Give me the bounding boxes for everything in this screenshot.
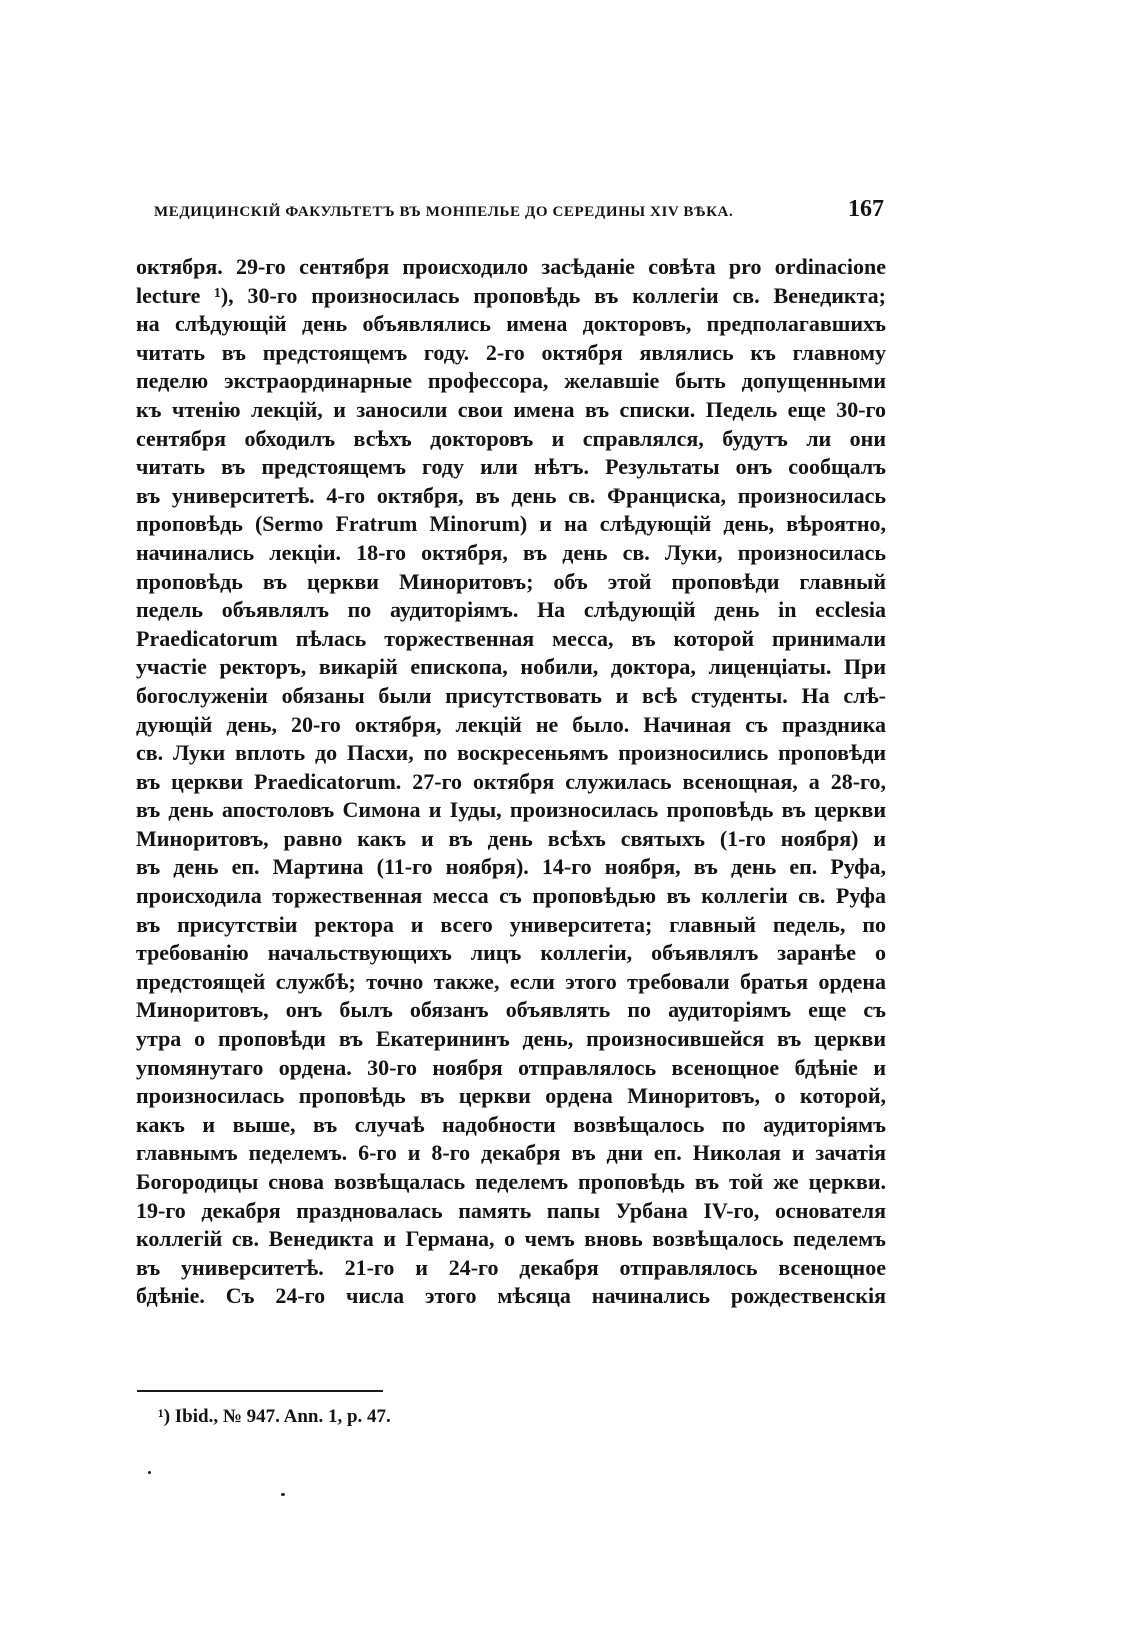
text-line: октября. 29-го сентября происходило засѣданіе совѣта pro ordinacione (136, 254, 886, 279)
text-line: произносилась проповѣдь въ церкви ордена Миноритовъ, о которой, (136, 1083, 886, 1109)
text-line: главнымъ педелемъ. 6-го и 8-го декабря въ дни еп. Николая и зачатія (136, 1140, 886, 1166)
text-line: Богородицы снова возвѣщалась педелемъ проповѣдь въ той же церкви. (136, 1169, 886, 1194)
text-line: въ присутствіи ректора и всего университета; главный педель, по (136, 911, 886, 937)
text-line: педель объявлялъ по аудиторіямъ. На слѣдующій день in ecclesia (136, 597, 886, 623)
text-line: происходила торжественная месса съ проповѣдью въ коллегіи св. Руфа (136, 883, 886, 909)
text-line: въ университетѣ. 4-го октября, въ день св. Франциска, произносилась (136, 482, 886, 508)
footnote: ¹) Ibid., № 947. Ann. 1, p. 47. (158, 1406, 391, 1427)
text-line: къ чтенію лекцій, и заносили свои имена въ списки. Педель еще 30-го (136, 396, 886, 422)
text-line: въ церкви Praedicatorum. 27-го октября служилась всенощная, а 28-го, (136, 768, 886, 794)
text-line: педелю экстраординарные профессора, желавшіе быть допущенными (136, 368, 886, 394)
print-speck (148, 1471, 151, 1474)
text-line: въ день еп. Мартина (11-го ноября). 14-го ноября, въ день еп. Руфа, (136, 854, 886, 880)
body-text (136, 253, 886, 1311)
text-line: утра о проповѣди въ Екатерининъ день, произносившейся въ церкви (136, 1026, 886, 1052)
text-line: требованію начальствующихъ лицъ коллегіи, объявлялъ заранѣе о (136, 940, 886, 966)
text-line: начинались лекціи. 18-го октября, въ день св. Луки, произносилась (136, 539, 886, 565)
text-line: какъ и выше, въ случаѣ надобности возвѣщалось по аудиторіямъ (136, 1111, 886, 1137)
text-line: проповѣдь въ церкви Миноритовъ; объ этой проповѣди главный (136, 568, 886, 594)
running-head: МЕДИЦИНСКІЙ ФАКУЛЬТЕТЪ ВЪ МОНПЕЛЬЕ ДО СЕРЕДИНЫ XIV ВѢКА. (154, 204, 734, 220)
text-line: Миноритовъ, онъ былъ обязанъ объявлять по аудиторіямъ еще съ (136, 997, 886, 1023)
text-line: lecture ¹), 30-го произносилась проповѣдь въ коллегіи св. Венедикта; (136, 282, 886, 308)
text-line: дующій день, 20-го октября, лекцій не было. Начиная съ праздника (136, 711, 886, 737)
text-line: читать въ предстоящемъ году. 2-го октября являлись къ главному (136, 339, 886, 365)
text-line: въ день апостоловъ Симона и Іуды, произносилась проповѣдь въ церкви (136, 797, 886, 823)
text-line: богослуженіи обязаны были присутствовать и всѣ студенты. На слѣ- (136, 682, 886, 708)
text-line: коллегій св. Венедикта и Германа, о чемъ вновь возвѣщалось педелемъ (136, 1226, 886, 1252)
page-number: 167 (848, 196, 884, 222)
page-header (150, 196, 884, 232)
text-line: сентября обходилъ всѣхъ докторовъ и справлялся, будутъ ли они (136, 425, 886, 451)
text-line: предстоящей службѣ; точно также, если этого требовали братья ордена (136, 968, 886, 994)
text-line: 19-го декабря праздновалась память папы Урбана IV-го, основателя (136, 1197, 886, 1223)
text-line: Praedicatorum пѣлась торжественная месса, въ которой принимали (136, 625, 886, 651)
footnote-rule (137, 1390, 383, 1392)
text-line: проповѣдь (Sermo Fratrum Minorum) и на слѣдующій день, вѣроятно, (136, 511, 886, 537)
text-line: св. Луки вплоть до Пасхи, по воскресеньямъ произносились проповѣди (136, 740, 886, 766)
print-speck (281, 1493, 285, 1496)
text-line: упомянутаго ордена. 30-го ноября отправлялось всенощное бдѣніе и (136, 1054, 886, 1080)
text-line: читать въ предстоящемъ году или нѣтъ. Результаты онъ сообщалъ (136, 454, 886, 480)
text-line: бдѣніе. Съ 24-го числа этого мѣсяца начинались рождественскія (136, 1283, 886, 1309)
text-line: Миноритовъ, равно какъ и въ день всѣхъ святыхъ (1-го ноября) и (136, 825, 886, 851)
text-line: въ университетѣ. 21-го и 24-го декабря отправлялось всенощное (136, 1254, 886, 1280)
text-line: участіе ректоръ, викарій епископа, нобили, доктора, лиценціаты. При (136, 654, 886, 680)
text-line: на слѣдующій день объявлялись имена докторовъ, предполагавшихъ (136, 311, 886, 337)
